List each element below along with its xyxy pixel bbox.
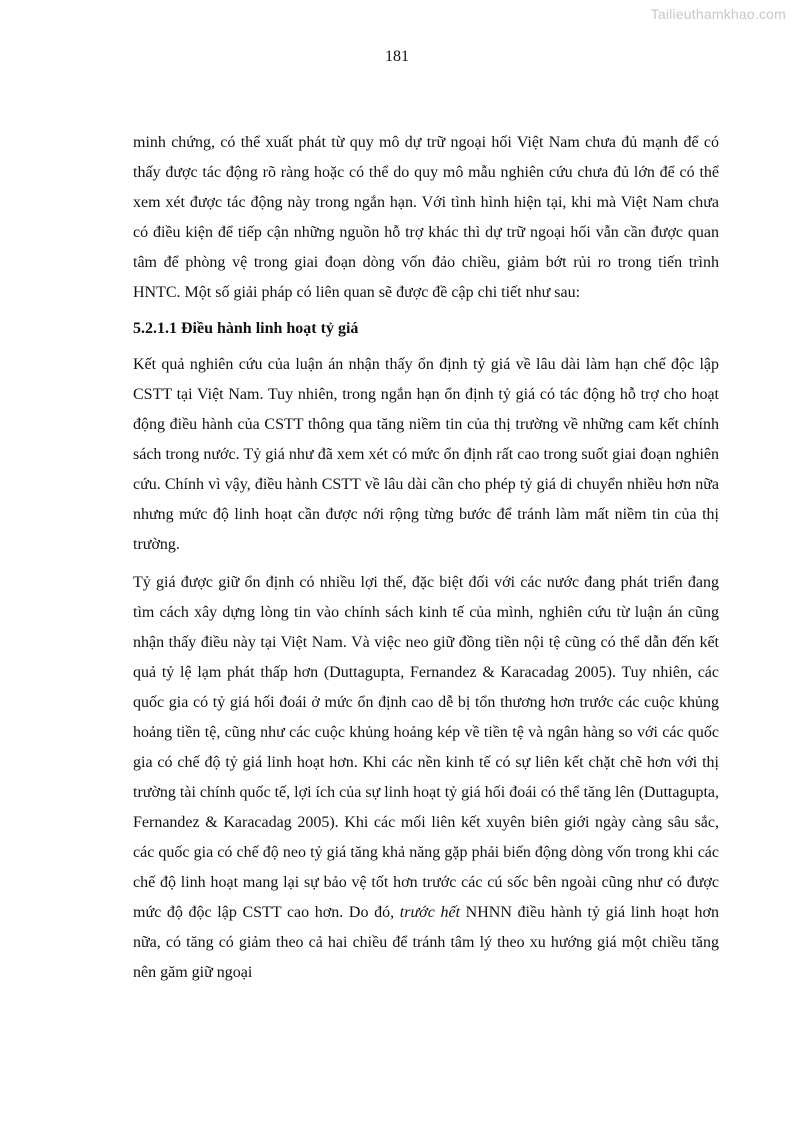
paragraph-3-text-start: Tỷ giá được giữ ổn định có nhiều lợi thế, đặc biệt đối với các nước đang phát triển đang tìm cách xây dựng lòng tin vào chính sách kinh tế của mình, nghiên cứu từ luận án cũng nhận thấy điều này tại Việt Nam. Và việc neo giữ đồng tiền nội tệ cũng có thể dẫn đến kết quả tỷ lệ lạm phát thấp hơn (Duttagupta, Fernandez & Karacadag 2005). Tuy nhiên, các quốc gia có tỷ giá hối đoái ở mức ổn định cao dễ bị tổn thương hơn trước các cuộc khủng hoảng tiền tệ, cũng như các cuộc khủng hoảng kép về tiền tệ và ngân hàng so với các quốc gia có chế độ tỷ giá linh hoạt hơn. Khi các nền kinh tế có sự liên kết chặt chẽ hơn với thị trường tài chính quốc tế, lợi ích của sự linh hoạt tỷ giá hối đoái có thể tăng lên (Duttagupta, Fernandez & Karacadag 2005). Khi các mối liên kết xuyên biên giới ngày càng sâu sắc, các quốc gia có chế độ neo tỷ giá tăng khả năng gặp phải biến động dòng vốn trong khi các chế độ linh hoạt mang lại sự bảo vệ tốt hơn trước các cú sốc bên ngoài cũng như có được mức độ độc lập CSTT cao hơn. Do đó, (133, 574, 719, 921)
paragraph-2: Kết quả nghiên cứu của luận án nhận thấy ổn định tỷ giá về lâu dài làm hạn chế độc lập CSTT tại Việt Nam. Tuy nhiên, trong ngắn hạn ổn định tỷ giá có tác động hỗ trợ cho hoạt động điều hành của CSTT thông qua tăng niềm tin của thị trường về những cam kết chính sách trong nước. Tỷ giá như đã xem xét có mức ổn định rất cao trong suốt giai đoạn nghiên cứu. Chính vì vậy, điều hành CSTT về lâu dài cần cho phép tỷ giá di chuyển nhiều hơn nữa nhưng mức độ linh hoạt cần được nới rộng từng bước để tránh làm mất niềm tin của thị trường. (133, 356, 719, 553)
page-number: 181 (385, 48, 409, 65)
paragraph-1: minh chứng, có thể xuất phát từ quy mô dự trữ ngoại hối Việt Nam chưa đủ mạnh để có thấy được tác động rõ ràng hoặc có thể do quy mô mẫu nghiên cứu chưa đủ lớn để có thể xem xét được tác động này trong ngắn hạn. Với tình hình hiện tại, khi mà Việt Nam chưa có điều kiện để tiếp cận những nguồn hỗ trợ khác thì dự trữ ngoại hối vẫn cần được quan tâm để phòng vệ trong giai đoạn dòng vốn đảo chiều, giảm bớt rủi ro trong tiến trình HNTC. Một số giải pháp có liên quan sẽ được đề cập chi tiết như sau: (133, 134, 719, 301)
watermark: Tailieuthamkhao.com (650, 6, 786, 22)
paragraph-3 (133, 568, 719, 988)
document-body (133, 128, 719, 988)
paragraph-3-emphasis: trước hết (399, 904, 461, 921)
section-heading: 5.2.1.1 Điều hành linh hoạt tỷ giá (133, 320, 359, 337)
paragraph-3-text-end: NHNN điều hành tỷ giá linh hoạt hơn nữa, có tăng có giảm theo cả hai chiều để tránh tâm lý theo xu hướng giá một chiều tăng nên găm giữ ngoại (133, 904, 719, 981)
